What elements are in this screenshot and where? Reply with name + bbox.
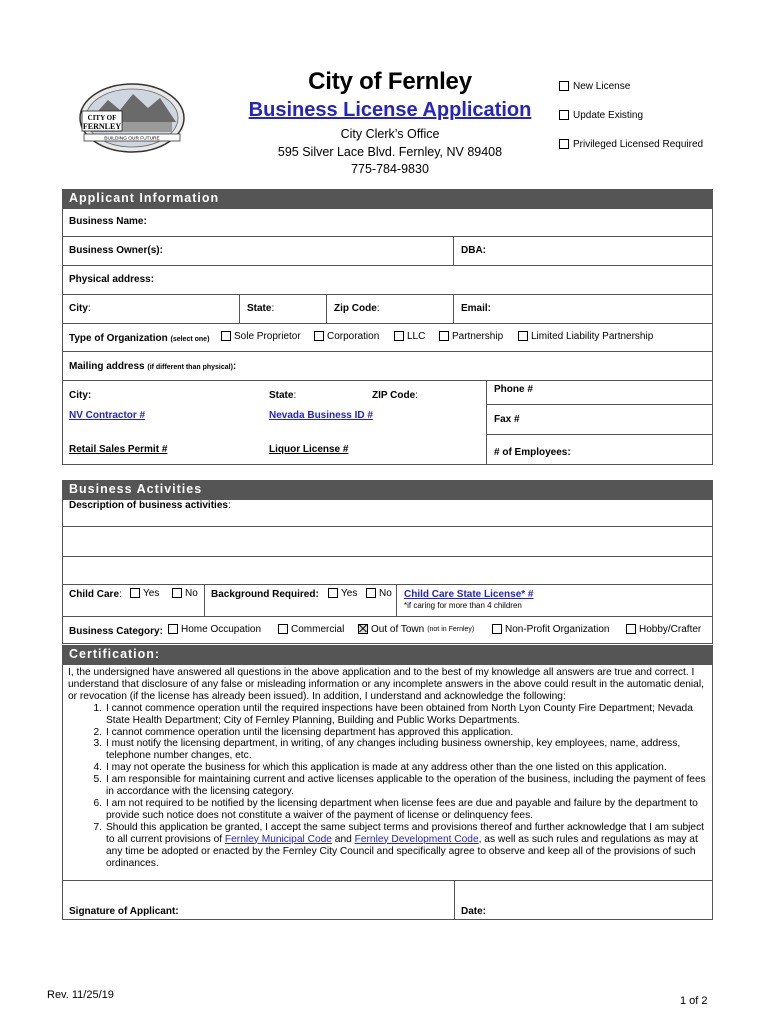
out-of-town-note: (not in Fernley) — [427, 626, 475, 633]
cert-item7-rest: , as well as such rules and regulations as may at any time be adopted or enacted by the Fernley City Council and specifically agree to observe and keep all of the provisions of such ordinances. — [106, 833, 698, 869]
liquor-license-field[interactable]: Liquor License # — [269, 444, 349, 455]
privileged-license-label: Privileged Licensed Required — [573, 139, 704, 150]
child-care-yes-checkbox[interactable] — [130, 588, 140, 598]
row-divider — [62, 380, 713, 381]
municipal-code-link[interactable]: Fernley Municipal Code — [224, 833, 332, 845]
new-license-label: New License — [573, 81, 631, 92]
org-type-text: Type of Organization — [69, 333, 168, 344]
yes-label: Yes — [341, 588, 358, 599]
business-category-label: Business Category: — [69, 626, 163, 637]
section-certification: Certification: — [62, 645, 713, 664]
retail-sales-permit-field[interactable]: Retail Sales Permit # — [69, 444, 168, 455]
cert-item: 6. I am not required to be notified by the licensing department when license fees are due and payable and failure by the department to provide such notice does not constitute a waiver of the payment of license or delinquency fees. — [68, 798, 708, 822]
org-option-label: Partnership — [452, 331, 504, 342]
org-option-label: Corporation — [327, 331, 380, 342]
signature-field[interactable]: Signature of Applicant: — [69, 906, 179, 917]
category-label: Commercial — [291, 624, 345, 635]
logo-line1: CITY OF — [87, 114, 117, 122]
background-no-checkbox[interactable] — [366, 588, 376, 598]
state2-label: State — [269, 390, 294, 401]
fax-field[interactable]: Fax # — [494, 414, 520, 425]
category-home-occupation-checkbox[interactable] — [168, 624, 178, 634]
zip-code-field[interactable]: Zip Code: — [334, 303, 380, 314]
col-divider — [204, 585, 205, 616]
cert-item-text: I cannot commence operation until the required inspections have been obtained from North Lyon County Fire Department; Nevada State Health Department; City of Fernley Planning, Building and Public Works Departments. — [106, 702, 693, 726]
child-care-no-checkbox[interactable] — [172, 588, 182, 598]
background-required-label: Background Required: — [211, 589, 319, 600]
logo-tagline: BUILDING OUR FUTURE — [104, 136, 160, 142]
org-sole-proprietor-checkbox[interactable] — [221, 331, 231, 341]
category-out-of-town-checkbox-checked[interactable] — [358, 624, 368, 634]
office-name: City Clerk’s Office — [340, 127, 440, 141]
cert-item: 5. I am responsible for maintaining current and active licenses applicable to the operation of the business, including the payment of fees in accordance with the licensing category. — [68, 774, 708, 798]
dba-field[interactable]: DBA: — [461, 245, 486, 256]
org-partnership-checkbox[interactable] — [439, 331, 449, 341]
cert-item-text: I must notify the licensing department, in writing, of any changes including business ownership, key employees, name, address, telephone number changes, etc. — [106, 738, 681, 762]
background-yes-option[interactable] — [328, 588, 357, 599]
business-owners-field[interactable]: Business Owner(s): — [69, 245, 163, 256]
cert-item-text: I am not required to be notified by the licensing department when license fees are due and payable and failure by the department to provide such notice does not constitute a waiver of the payment of license or delinquency fees. — [106, 797, 698, 821]
category-hobby-crafter-checkbox[interactable] — [626, 624, 636, 634]
col-divider — [453, 295, 454, 323]
privileged-license-option[interactable] — [559, 139, 703, 150]
mailing-label: Mailing address — [69, 361, 145, 372]
organization-type-label — [69, 333, 209, 344]
row-divider — [62, 584, 713, 585]
section-applicant-information: Applicant Information — [62, 189, 713, 208]
office-phone: 775-784-9830 — [351, 162, 429, 176]
child-care-license-link[interactable]: Child Care State License* # — [404, 589, 534, 600]
org-option-label: Limited Liability Partnership — [531, 331, 654, 342]
row-divider — [62, 351, 713, 352]
cert-item-text: I may not operate the business for which this application is made at any address other than the one listed on this application. — [106, 762, 667, 774]
child-care-label: Child Care: — [69, 589, 122, 600]
background-yes-checkbox[interactable] — [328, 588, 338, 598]
col-divider — [486, 381, 487, 465]
state-label: State — [247, 303, 272, 314]
mailing-state-field[interactable]: State: — [269, 390, 297, 401]
background-no-option[interactable] — [366, 588, 392, 599]
row-divider — [62, 556, 713, 557]
mailing-address-field[interactable]: Mailing address (if different than physical): — [69, 361, 237, 372]
phone-field[interactable]: Phone # — [494, 384, 533, 395]
physical-address-field[interactable]: Physical address: — [69, 274, 155, 285]
state-field[interactable]: State: — [247, 303, 275, 314]
org-llc-option[interactable] — [394, 331, 425, 342]
category-nonprofit-checkbox[interactable] — [492, 624, 502, 634]
email-field[interactable]: Email: — [461, 303, 492, 314]
category-label: Non-Profit Organization — [505, 624, 610, 635]
row-divider — [62, 294, 713, 295]
cert-item: 4. I may not operate the business for which this application is made at any address other than the one listed on this application. — [93, 762, 667, 774]
development-code-link[interactable]: Fernley Development Code — [354, 833, 479, 845]
col-divider — [239, 295, 240, 323]
page-title: City of Fernley — [308, 68, 472, 95]
cert-item7-and: and — [331, 833, 355, 845]
cert-item: 2. I cannot commence operation until the licensing department has approved this application. — [93, 726, 514, 738]
mailing-zip-field[interactable]: ZIP Code: — [372, 390, 418, 401]
child-care-no-option[interactable] — [172, 588, 198, 599]
row-divider — [486, 434, 713, 435]
org-sole-proprietor-option[interactable] — [221, 331, 301, 342]
category-hobby-crafter-option[interactable] — [626, 624, 701, 635]
update-existing-label: Update Existing — [573, 110, 644, 121]
cert-item7-text: Should this application be granted, I accept the same subject terms and provisions thereof and further acknowledge that I am subject to all current provisions of — [106, 821, 705, 845]
row-divider — [62, 323, 713, 324]
no-label: No — [185, 588, 198, 599]
date-field[interactable]: Date: — [461, 906, 487, 917]
cert-item: 1. I cannot commence operation until the required inspections have been obtained from North Lyon County Fire Department; Nevada State Health Department; City of Fernley Planning, Building and Public Works Departments. — [68, 703, 708, 727]
page-number: 1 of 2 — [680, 995, 708, 1007]
org-type-hint: (select one) — [170, 336, 210, 343]
child-care-text: Child Care — [69, 589, 120, 600]
update-existing-checkbox[interactable] — [559, 110, 569, 120]
certification-text — [68, 667, 708, 869]
category-home-occupation-option[interactable] — [168, 624, 261, 635]
section-business-activities: Business Activities — [62, 480, 713, 499]
privileged-license-checkbox[interactable] — [559, 139, 569, 149]
new-license-checkbox[interactable] — [559, 81, 569, 91]
certification-intro: I, the undersigned have answered all questions in the above application and to the best of my knowledge all answers are true and correct. I understand that disclosure of any false or misleading information or any incomplete answers in the above could result in the automatic denial, or revocation (if the license has already been issued). In addition, I understand and acknowledge the following: — [68, 667, 704, 702]
mailing-hint: (if different than physical) — [147, 364, 233, 371]
cert-item-text: I cannot commence operation until the licensing department has approved this application. — [106, 726, 514, 738]
category-commercial-checkbox[interactable] — [278, 624, 288, 634]
yes-label: Yes — [143, 588, 160, 599]
nevada-business-id-link[interactable]: Nevada Business ID # — [269, 410, 373, 421]
city-field[interactable]: City: — [69, 303, 91, 314]
org-llp-checkbox[interactable] — [518, 331, 528, 341]
col-divider — [453, 237, 454, 265]
activities-description-field[interactable]: Description of business activities: — [69, 500, 231, 511]
org-partnership-option[interactable] — [439, 331, 503, 342]
row-divider — [62, 880, 713, 881]
city-label: City — [69, 303, 88, 314]
no-label: No — [379, 588, 392, 599]
category-label: Home Occupation — [181, 624, 262, 635]
category-nonprofit-option[interactable] — [492, 624, 610, 635]
logo-line2: FERNLEY — [82, 122, 122, 131]
nv-contractor-link[interactable]: NV Contractor # — [69, 410, 146, 421]
category-label: Hobby/Crafter — [639, 624, 702, 635]
category-label: Out of Town — [371, 624, 425, 635]
org-corporation-checkbox[interactable] — [314, 331, 324, 341]
row-divider — [486, 404, 713, 405]
new-license-option[interactable] — [559, 81, 630, 92]
cert-item: 3. I must notify the licensing department, in writing, of any changes including business ownership, key employees, name, address, telephone number changes, etc. — [68, 738, 708, 762]
org-corporation-option[interactable] — [314, 331, 379, 342]
update-existing-option[interactable] — [559, 110, 643, 121]
row-divider — [62, 236, 713, 237]
category-commercial-option[interactable] — [278, 624, 344, 635]
org-llc-checkbox[interactable] — [394, 331, 404, 341]
business-name-field[interactable]: Business Name: — [69, 216, 147, 227]
revision-date: Rev. 11/25/19 — [47, 989, 114, 1001]
employees-field[interactable]: # of Employees: — [494, 447, 571, 458]
org-option-label: Sole Proprietor — [234, 331, 301, 342]
form-subtitle: Business License Application — [248, 99, 532, 121]
org-llp-option[interactable] — [518, 331, 653, 342]
child-care-note: *if caring for more than 4 children — [404, 601, 522, 610]
child-care-yes-option[interactable] — [130, 588, 159, 599]
col-divider — [396, 585, 397, 616]
cert-item-text: I am responsible for maintaining current and active licenses applicable to the operation of the business, including the payment of fees in accordance with the licensing category. — [106, 774, 706, 798]
row-divider — [62, 265, 713, 266]
zip2-label: ZIP Code — [372, 390, 416, 401]
activities-table — [62, 499, 713, 644]
mailing-city-field[interactable]: City: — [69, 390, 92, 401]
cert-item: 7. Should this application be granted, I accept the same subject terms and provisions thereof and further acknowledge that I am subject to all current provisions of Fernley Municipal Code and Fernley Development Code, as well as such rules and regulations as may at any time be adopted or enacted by the Fernley City Council and specifically agree to observe and keep all of the provisions of such ordinances. — [93, 821, 705, 869]
category-out-of-town-option[interactable] — [358, 624, 474, 635]
description-label: Description of business activities — [69, 500, 228, 511]
city-logo — [78, 82, 186, 154]
org-option-label: LLC — [407, 331, 426, 342]
office-address: 595 Silver Lace Blvd. Fernley, NV 89408 — [277, 145, 503, 159]
row-divider — [62, 616, 713, 617]
row-divider — [62, 526, 713, 527]
col-divider — [454, 880, 455, 920]
col-divider — [326, 295, 327, 323]
zip-label: Zip Code — [334, 303, 377, 314]
